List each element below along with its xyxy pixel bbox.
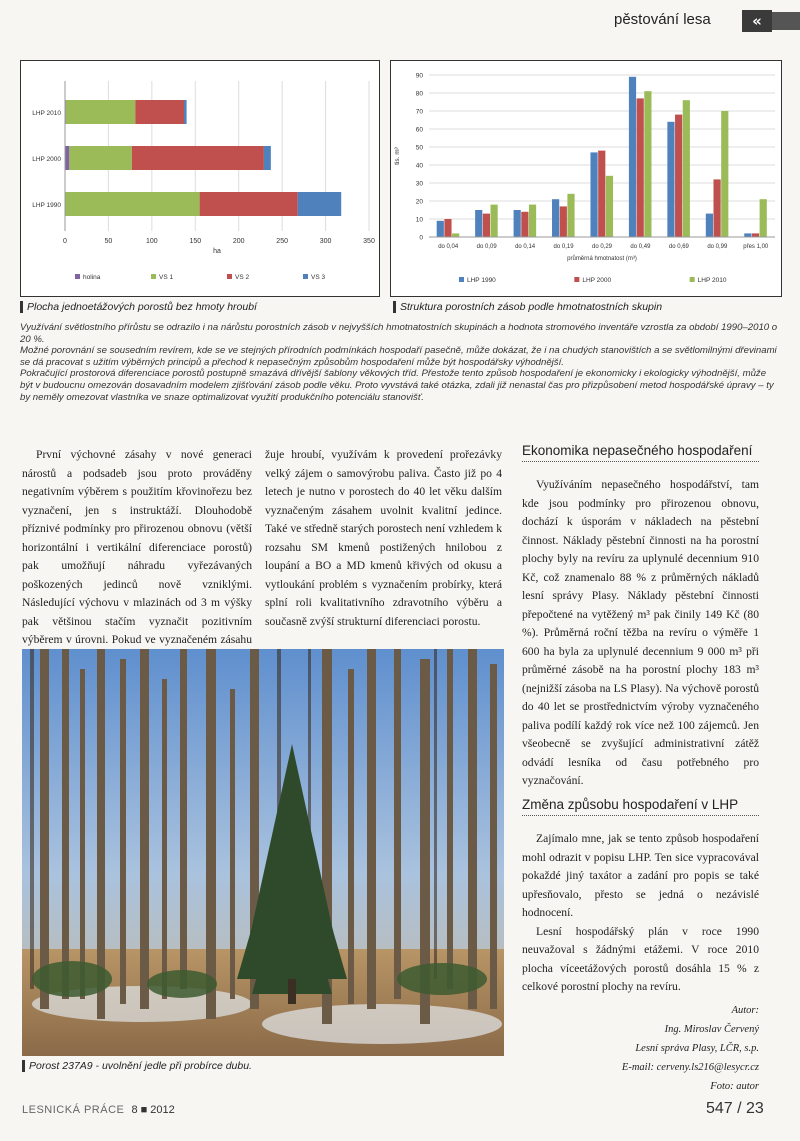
left-chart-bar — [184, 100, 187, 124]
right-chart-bar — [529, 205, 536, 237]
left-chart-legend-label: VS 1 — [159, 274, 174, 281]
right-chart-y-tick: 10 — [415, 216, 423, 224]
left-chart-legend-label: VS 3 — [311, 274, 326, 281]
sig-photo-credit: Foto: autor — [710, 1080, 759, 1092]
section-title: pěstování lesa — [614, 11, 711, 28]
right-chart-bar — [667, 122, 674, 237]
right-chart-bar — [590, 152, 597, 237]
right-chart-y-tick: 20 — [415, 198, 423, 206]
right-chart-bar — [744, 233, 751, 237]
right-chart-bar — [683, 100, 690, 237]
economics-text — [522, 476, 759, 791]
left-chart-x-tick: 100 — [146, 238, 158, 245]
left-chart-x-tick: 250 — [276, 238, 288, 245]
right-chart-legend-swatch — [574, 277, 579, 282]
journal-issue: 8 ■ 2012 — [131, 1104, 175, 1116]
left-chart-bar — [69, 146, 132, 170]
right-chart-bar — [483, 214, 490, 237]
left-chart-bar — [298, 192, 341, 216]
left-chart-legend-label: holina — [83, 274, 101, 281]
left-chart-x-tick: 350 — [363, 238, 375, 245]
left-chart-bar — [66, 100, 135, 124]
right-column-2 — [522, 797, 759, 1096]
left-chart — [20, 60, 380, 297]
right-chart-bar — [637, 98, 644, 237]
right-chart-bar — [598, 151, 605, 237]
right-chart-bar — [475, 210, 482, 237]
right-chart-bar — [644, 91, 651, 237]
right-chart-x-tick: do 0,04 — [438, 244, 459, 250]
note-2: Možné porovnání se sousedním revírem, kde se ve stejných přírodních podmínkách hospodaří pasečně, může dokázat, že i na chudých stanovištích a se světlomilnými dřevinami se dá pracovat s užitím výběrných principů a přechod k nepasečným způsobům hospodaření může být hospodářsky výhodnější. — [20, 345, 777, 368]
right-chart-bar — [552, 199, 559, 237]
right-chart-bar — [721, 111, 728, 237]
right-chart-bar — [713, 179, 720, 237]
photo-caption: Porost 237A9 - uvolnění jedle při probírce dubu. — [22, 1060, 504, 1072]
right-chart-bar — [514, 210, 521, 237]
right-chart-bar — [629, 77, 636, 237]
right-chart-legend-label: LHP 2010 — [697, 277, 727, 284]
right-chart-legend-swatch — [459, 277, 464, 282]
left-chart-category-label: LHP 2000 — [32, 156, 61, 163]
left-chart-bar — [264, 146, 271, 170]
right-chart-x-tick: do 0,69 — [668, 244, 689, 250]
section-arrow-icon: « — [742, 10, 772, 32]
right-chart-caption: Struktura porostních zásob podle hmotnatostních skupin — [393, 301, 782, 313]
right-chart-x-tick: do 0,09 — [476, 244, 497, 250]
left-chart-legend-swatch — [227, 274, 232, 279]
right-chart-y-tick: 90 — [415, 72, 423, 80]
footer-journal — [22, 1104, 175, 1116]
left-chart-bar — [135, 100, 184, 124]
left-chart-x-tick: 150 — [189, 238, 202, 245]
right-chart-bar — [521, 212, 528, 237]
left-chart-category-label: LHP 2010 — [32, 110, 61, 117]
left-chart-legend-swatch — [303, 274, 308, 279]
right-chart-y-tick: 50 — [415, 144, 423, 152]
note-1: Využívání světlostního přírůstu se odrazilo i na nárůstu porostních zásob v nejvyšších hmotnatostních skupinách a hodnota stromového inventáře vzrostla za období 1990–2010 o 20 %. — [20, 322, 778, 345]
header-bar — [772, 12, 800, 30]
economics-paragraph: Využíváním nepasečného hospodářství, tam kde jsou podmínky pro přirozenou obnovu, dochází k úsporám v nákladech na pěstební činnost. Náklady pěstební činnosti na ha porostní plochy byly na revíru za uplynulé decennium 910 Kč, což znamenalo 88 % z průměrných nákladů lesní správy Plasy. Náklady pěstební činnosti přepočtené na vytěžený m³ pak činily 149 Kč (80 %). Průměrná roční těžba na revíru o výměře 1 600 ha byla za uplynulé decennium 9 000 m³ při průměrné zásobě na ha porostní plochy 183 m³ (nejnižší zásoba na LS Plasy). Na výchově porostů do 40 let se prostřednictvím výroby vyznačeného paliva podílí každý rok více než 100 zájemců. Jen všeobecně se zvyšující administrativní zátěž odvádí lesníka od času potřebného pro vyznačování. — [522, 478, 759, 787]
journal-name: LESNICKÁ PRÁCE — [22, 1104, 125, 1116]
left-chart-x-tick: 200 — [232, 238, 245, 245]
right-chart-y-tick: 80 — [415, 90, 423, 98]
right-chart-x-tick: do 0,49 — [630, 244, 651, 250]
right-chart-x-tick: do 0,19 — [553, 244, 574, 250]
heading-economics: Ekonomika nepasečného hospodaření — [522, 443, 759, 462]
text-column-2 — [265, 446, 502, 631]
left-chart-caption: Plocha jednoetážových porostů bez hmoty hroubí — [20, 301, 380, 313]
right-chart-bar — [706, 214, 713, 237]
left-chart-legend-swatch — [151, 274, 156, 279]
sig-organization: Lesní správa Plasy, LČR, s.p. — [635, 1042, 759, 1054]
forest-photo-svg — [22, 649, 504, 1056]
right-chart-y-tick: 70 — [415, 108, 423, 116]
right-chart-bar — [437, 221, 444, 237]
right-chart-y-label: tis. m³ — [394, 147, 401, 165]
left-chart-x-label: ha — [213, 248, 221, 255]
right-chart-bar — [491, 205, 498, 237]
page-number: 547 / 23 — [706, 1100, 764, 1117]
lhp-text — [522, 830, 759, 997]
sig-email: E-mail: cerveny.ls216@lesycr.cz — [621, 1061, 759, 1073]
right-chart — [390, 60, 782, 297]
right-chart-legend-label: LHP 1990 — [467, 277, 496, 284]
right-chart-x-tick: do 0,29 — [591, 244, 613, 250]
right-chart-bar — [444, 219, 451, 237]
right-chart-y-tick: 60 — [415, 126, 423, 134]
right-chart-x-label: průměrná hmotnatost (m³) — [567, 256, 637, 262]
right-chart-bar — [606, 176, 613, 237]
right-chart-x-tick: do 0,99 — [707, 244, 728, 250]
left-chart-x-tick: 50 — [104, 238, 113, 245]
right-chart-bar — [567, 194, 574, 237]
left-chart-legend-swatch — [75, 274, 80, 279]
lhp-paragraph-2: Lesní hospodářský plán v roce 1990 neuvažoval s žádnými etážemi. V roce 2010 plocha víceetážových porostů dosáhla 15 % z celkové porostní plochy na revíru. — [522, 924, 759, 993]
right-chart-bar — [760, 199, 767, 237]
right-chart-bar — [452, 233, 459, 237]
right-column — [522, 443, 759, 791]
sig-author-label: Autor: — [731, 1004, 759, 1016]
notes-block — [20, 322, 778, 403]
right-chart-y-tick: 30 — [415, 180, 423, 188]
signature-block — [522, 1001, 759, 1096]
right-chart-bar — [752, 233, 759, 237]
forest-photo — [22, 649, 504, 1056]
column-2-paragraph: žuje hroubí, využívám k provedení prořezávky velký zájem o samovýrobu paliva. Často již po 4 letech je nutno v porostech do 40 let věku dalším vyznačeným zásahem uvolnit kvalitní jedince. Také ve středně starých porostech není vzhledem k rozsahu SM kmenů postižených hnilobou z loupání a BO a MD kmenů křivých od okusu a vytloukání problém s vyznačením probírky, která splní roli kvalitativního zdravotního výběru a současně zvýší strukturní diferenciaci porostu. — [265, 448, 502, 628]
right-chart-y-tick: 0 — [419, 234, 423, 242]
lhp-paragraph-1: Zajímalo mne, jak se tento způsob hospodaření mohl odrazit v popisu LHP. Ten sice vypracovával pokaždé jiný taxátor a zadání pro popis se také upřesňovalo, přesto se jedná o nezávislé hodnocení. — [522, 832, 759, 919]
heading-lhp-change: Změna způsobu hospodaření v LHP — [522, 797, 759, 816]
left-chart-bar — [132, 146, 264, 170]
left-chart-bar — [65, 192, 200, 216]
right-chart-bar — [560, 206, 567, 237]
right-chart-y-tick: 40 — [415, 162, 423, 170]
right-chart-x-tick: do 0,14 — [515, 244, 536, 250]
left-chart-svg — [21, 61, 379, 296]
right-chart-x-tick: přes 1,00 — [743, 244, 769, 250]
right-chart-legend-swatch — [690, 277, 695, 282]
left-chart-category-label: LHP 1990 — [32, 202, 61, 209]
note-3: Pokračující prostorová diferenciace porostů postupně smazává dřívější šablony věkových tříd. Přestože tento způsob hospodaření je ekonomicky i ekologicky výhodnější, může být v budoucnu omezován dosavadním modelem zjišťování zásob podle věku. Proto vyvstává také otázka, zdali již nenastal čas pro přizpůsobení metod hospodářské úpravy – ty by neměly omezovat vlastníka ve snaze optimalizovat využití produkčního potenciálu stanovišť. — [20, 368, 774, 403]
right-chart-bar — [675, 115, 682, 237]
left-chart-bar — [200, 192, 298, 216]
left-chart-x-tick: 300 — [319, 238, 332, 245]
right-chart-svg — [391, 61, 781, 296]
text-column-1 — [22, 446, 252, 668]
right-chart-legend-label: LHP 2000 — [582, 277, 612, 284]
left-chart-bar — [65, 146, 69, 170]
left-chart-legend-label: VS 2 — [235, 274, 250, 281]
sig-author-name: Ing. Miroslav Červený — [664, 1023, 759, 1035]
column-1-paragraph: První výchovné zásahy v nové generaci nárostů a podsadeb jsou proto prováděny negativním výběrem s použitím křovinořezu bez vyznačení, jen s instruktáží. Dlouhodobě příznivé podmínky pro přirozenou obnovu (větší horizontální i vertikální diferenciace porostů) pak umožňují náhradu vyřezávaných poškozených jedinců nově vzniklými. Následující výchovu v mlazinách od 3 m výšky pak většinou stačím vyznačit pozitivním výběrem v úrovni. Pokud ve vyznačeném zásahu — [22, 448, 252, 646]
left-chart-x-tick: 0 — [63, 238, 67, 245]
